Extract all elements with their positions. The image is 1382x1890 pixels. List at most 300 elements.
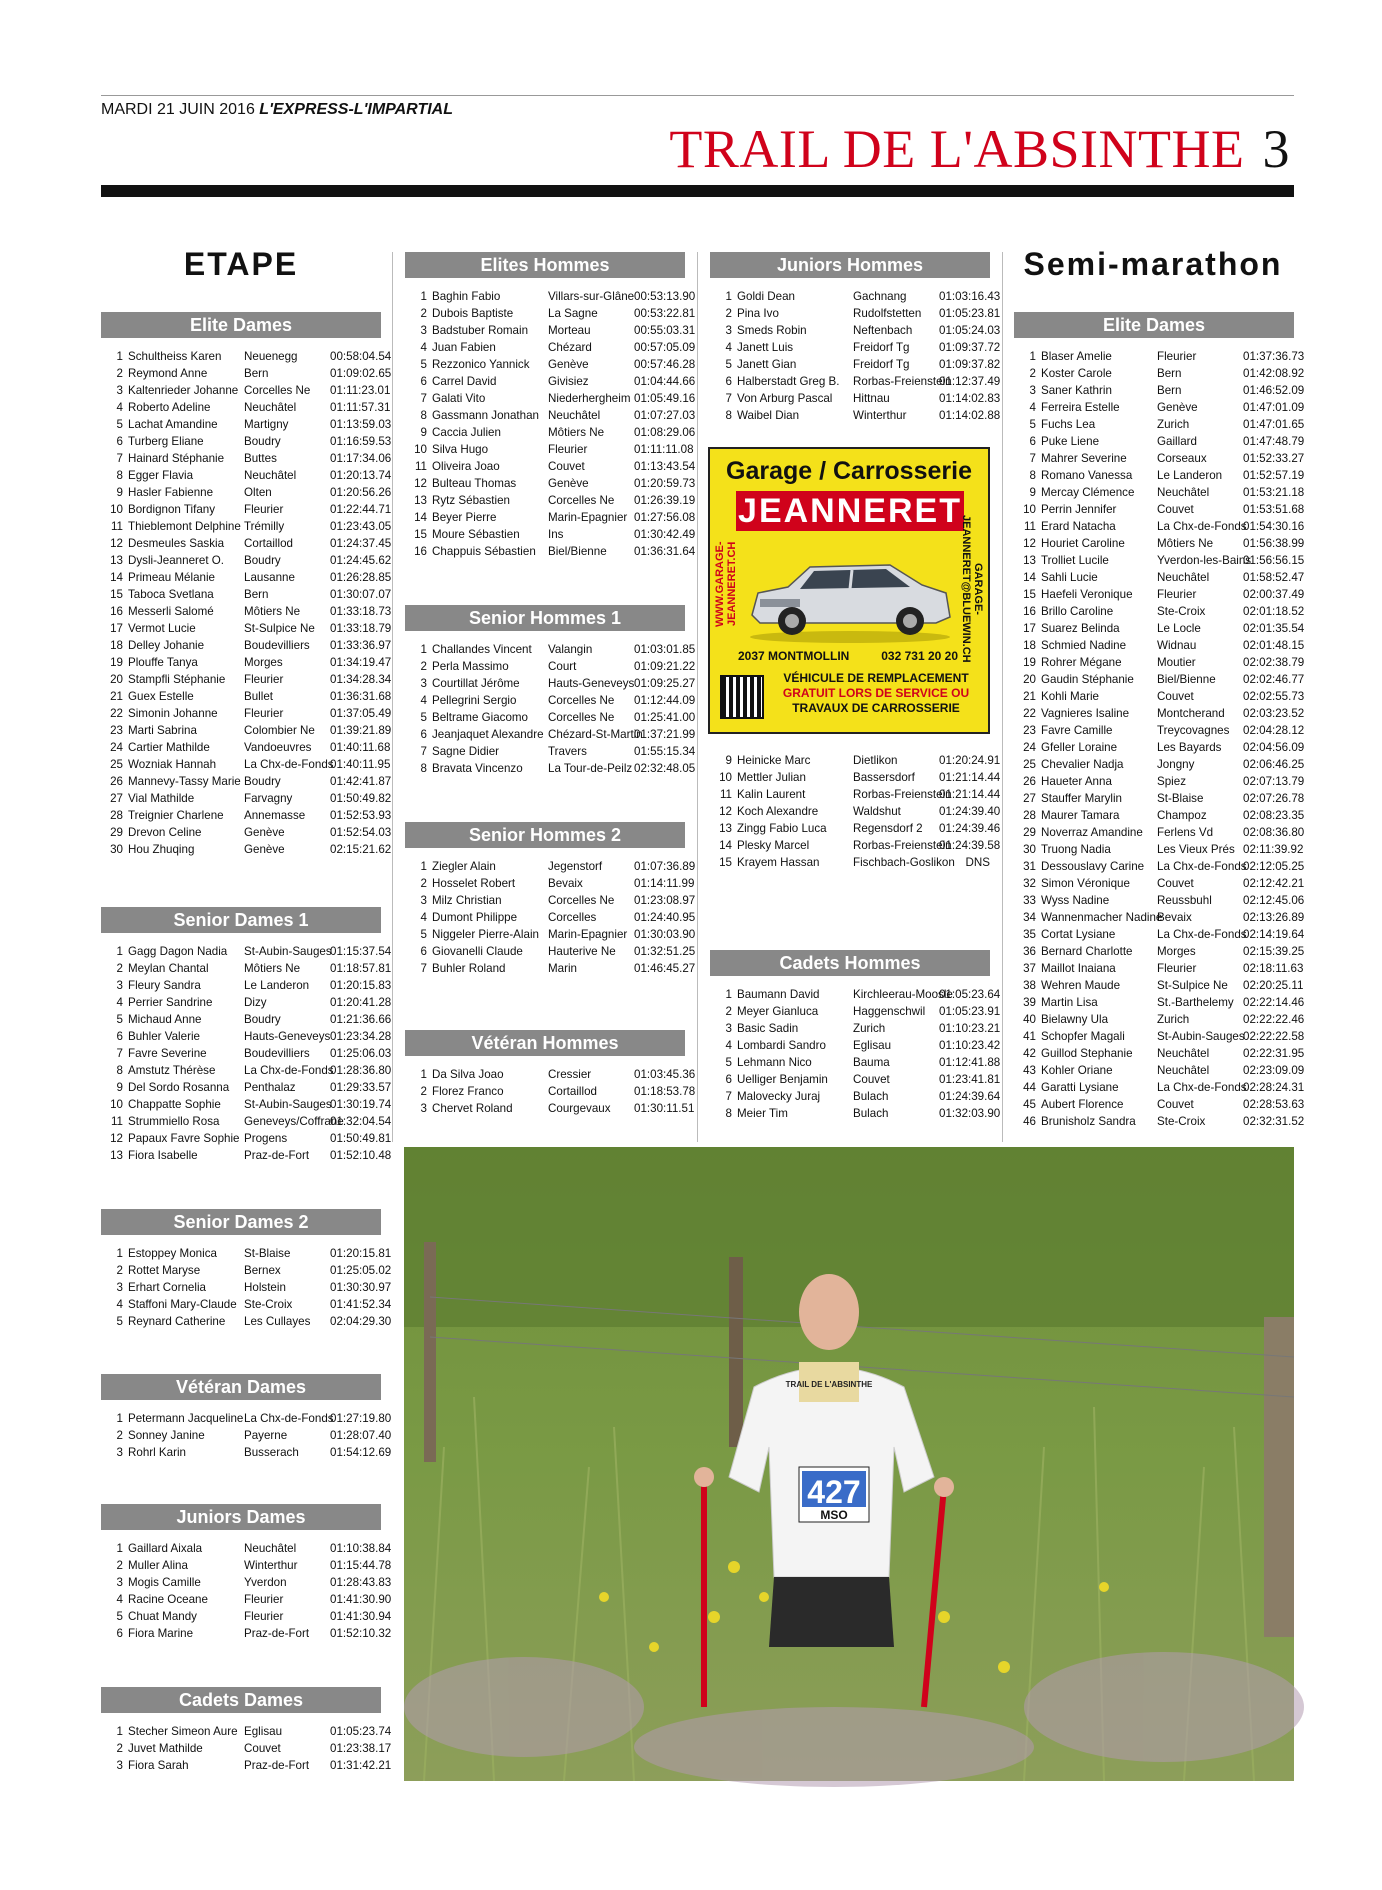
runner-name: Sonney Janine bbox=[128, 1429, 205, 1442]
runner-city: Môtiers Ne bbox=[548, 426, 605, 439]
runner-city: Trémilly bbox=[244, 520, 285, 533]
result-row bbox=[1014, 569, 1305, 586]
runner-city: Couvet bbox=[1157, 877, 1194, 890]
finish-time: 02:01:48.15 bbox=[1243, 639, 1305, 652]
runner-city: Winterthur bbox=[244, 1559, 298, 1572]
runner-name: Perla Massimo bbox=[432, 660, 509, 673]
runner-name: Aubert Florence bbox=[1041, 1098, 1124, 1111]
result-row bbox=[1014, 535, 1305, 552]
ad-address: 2037 MONTMOLLIN bbox=[738, 649, 850, 663]
rank: 14 bbox=[719, 839, 732, 852]
group-cadets-dames bbox=[101, 1687, 392, 1774]
runner-name: Papaux Favre Sophie bbox=[128, 1132, 240, 1145]
result-row bbox=[710, 305, 1001, 322]
finish-time: 01:28:07.40 bbox=[330, 1429, 392, 1442]
runner-city: Boudry bbox=[244, 554, 281, 567]
rank: 8 bbox=[420, 409, 427, 422]
rank: 8 bbox=[116, 1064, 123, 1077]
rank: 9 bbox=[725, 754, 732, 767]
finish-time: 01:10:23.21 bbox=[939, 1022, 1001, 1035]
runner-photo-illustration bbox=[404, 1147, 1294, 1781]
rank: 20 bbox=[110, 673, 123, 686]
group-veteran-hommes bbox=[405, 1030, 696, 1117]
finish-time: 01:53:21.18 bbox=[1243, 486, 1305, 499]
group-senior-hommes-1 bbox=[405, 605, 696, 777]
result-row bbox=[710, 373, 1001, 390]
runner-name: Ferreira Estelle bbox=[1041, 401, 1120, 414]
result-row bbox=[405, 356, 696, 373]
result-row bbox=[1014, 790, 1305, 807]
rank: 32 bbox=[1023, 877, 1036, 890]
result-row bbox=[101, 1608, 392, 1625]
finish-time: 00:57:05.09 bbox=[634, 341, 696, 354]
runner-name: Schopfer Magali bbox=[1041, 1030, 1125, 1043]
results-list bbox=[101, 1540, 392, 1642]
runner-city: Boudevilliers bbox=[244, 1047, 310, 1060]
runner-name: Moure Sébastien bbox=[432, 528, 520, 541]
runner-city: Fleurier bbox=[1157, 588, 1197, 601]
finish-time: 01:30:11.51 bbox=[634, 1102, 695, 1115]
runner-city: Couvet bbox=[244, 1742, 281, 1755]
result-row bbox=[101, 739, 391, 756]
rank: 7 bbox=[420, 962, 427, 975]
results-list bbox=[710, 986, 1001, 1122]
result-row bbox=[710, 986, 1001, 1003]
group-cadets-hommes bbox=[710, 950, 1001, 1122]
finish-time: 01:47:01.65 bbox=[1243, 418, 1305, 431]
rank: 13 bbox=[110, 554, 123, 567]
category-bar: Elites Hommes bbox=[405, 252, 685, 278]
finish-time: 02:03:23.52 bbox=[1243, 707, 1305, 720]
result-row bbox=[101, 1740, 392, 1757]
runner-city: Bulach bbox=[853, 1107, 889, 1120]
runner-name: Schmied Nadine bbox=[1041, 639, 1127, 652]
rank: 9 bbox=[116, 1081, 123, 1094]
finish-time: 01:10:23.42 bbox=[939, 1039, 1001, 1052]
runner-city: La Chx-de-Fonds bbox=[1157, 520, 1247, 533]
runner-city: Les Vieux Prés bbox=[1157, 843, 1235, 856]
runner-name: Kaltenrieder Johanne bbox=[128, 384, 239, 397]
group-juniors-dames bbox=[101, 1504, 392, 1642]
runner-city: Neuchâtel bbox=[244, 469, 297, 482]
result-row bbox=[101, 994, 392, 1011]
runner-name: Estoppey Monica bbox=[128, 1247, 217, 1260]
rank: 16 bbox=[110, 605, 123, 618]
runner-city: Dizy bbox=[244, 996, 267, 1009]
runner-city: Môtiers Ne bbox=[244, 962, 301, 975]
rank: 3 bbox=[725, 324, 732, 337]
runner-name: Hosselet Robert bbox=[432, 877, 516, 890]
runner-name: Primeau Mélanie bbox=[128, 571, 215, 584]
ad-offer-line2: GRATUIT LORS DE SERVICE OU bbox=[782, 686, 970, 700]
rank: 1 bbox=[116, 1725, 123, 1738]
page-title bbox=[669, 118, 1290, 180]
runner-city: Moutier bbox=[1157, 656, 1196, 669]
runner-name: Erhart Cornelia bbox=[128, 1281, 206, 1294]
finish-time: 00:55:03.31 bbox=[634, 324, 696, 337]
finish-time: 02:01:35.54 bbox=[1243, 622, 1305, 635]
runner-city: St-Blaise bbox=[244, 1247, 291, 1260]
finish-time: 01:08:29.06 bbox=[634, 426, 696, 439]
rank: 6 bbox=[116, 435, 123, 448]
runner-city: Holstein bbox=[244, 1281, 286, 1294]
runner-name: Mahrer Severine bbox=[1041, 452, 1127, 465]
runner-name: Janett Luis bbox=[737, 341, 794, 354]
result-row bbox=[101, 773, 392, 790]
result-row bbox=[405, 458, 696, 475]
finish-time: 01:41:30.90 bbox=[330, 1593, 392, 1606]
finish-time: 02:32:48.05 bbox=[634, 762, 696, 775]
finish-time: 02:28:24.31 bbox=[1243, 1081, 1305, 1094]
finish-time: 01:54:12.69 bbox=[330, 1446, 392, 1459]
finish-time: 01:03:16.43 bbox=[939, 290, 1001, 303]
runner-city: Winterthur bbox=[853, 409, 907, 422]
runner-name: Bravata Vincenzo bbox=[432, 762, 523, 775]
result-row bbox=[405, 760, 696, 777]
runner-city: La Chx-de-Fonds bbox=[1157, 860, 1247, 873]
runner-city: St-Blaise bbox=[1157, 792, 1204, 805]
runner-name: Favre Severine bbox=[128, 1047, 207, 1060]
rank: 18 bbox=[1023, 639, 1036, 652]
rank: 1 bbox=[420, 860, 427, 873]
runner-city: Couvet bbox=[1157, 690, 1194, 703]
rank: 5 bbox=[116, 1013, 123, 1026]
runner-city: Boudry bbox=[244, 435, 281, 448]
group-semi-elite-dames bbox=[1014, 312, 1305, 1130]
rank: 13 bbox=[110, 1149, 123, 1162]
runner-name: Favre Camille bbox=[1041, 724, 1113, 737]
result-row bbox=[710, 837, 1001, 854]
rank: 11 bbox=[719, 788, 732, 801]
finish-time: 01:07:27.03 bbox=[634, 409, 696, 422]
finish-time: 01:18:53.78 bbox=[634, 1085, 696, 1098]
finish-time: 01:03:45.36 bbox=[634, 1068, 696, 1081]
runner-city: Hauts-Geneveys bbox=[548, 677, 635, 690]
group-juniors-hommes bbox=[710, 252, 1001, 424]
result-row bbox=[1014, 739, 1305, 756]
runner-name: Vagnieres Isaline bbox=[1041, 707, 1130, 720]
rank: 9 bbox=[420, 426, 427, 439]
result-row bbox=[101, 1096, 392, 1113]
finish-time: 01:05:23.64 bbox=[939, 988, 1001, 1001]
runner-name: Thieblemont Delphine bbox=[128, 520, 241, 533]
runner-city: Ste-Croix bbox=[244, 1298, 293, 1311]
finish-time: 01:11:23.01 bbox=[330, 384, 391, 397]
rank: 5 bbox=[116, 1610, 123, 1623]
result-row bbox=[710, 854, 990, 871]
runner-city: Champoz bbox=[1157, 809, 1207, 822]
runner-name: Maillot Inaiana bbox=[1041, 962, 1116, 975]
finish-time: 01:52:54.03 bbox=[330, 826, 392, 839]
runner-name: Gfeller Loraine bbox=[1041, 741, 1118, 754]
runner-city: Progens bbox=[244, 1132, 288, 1145]
category-bar: Vétéran Dames bbox=[101, 1374, 381, 1400]
finish-time: 01:30:03.90 bbox=[634, 928, 696, 941]
runner-name: Chappuis Sébastien bbox=[432, 545, 536, 558]
runner-city: Jegenstorf bbox=[548, 860, 603, 873]
runner-name: Egger Flavia bbox=[128, 469, 194, 482]
result-row bbox=[1014, 603, 1305, 620]
result-row bbox=[101, 382, 391, 399]
finish-time: 01:32:51.25 bbox=[634, 945, 696, 958]
finish-time: 01:20:13.74 bbox=[330, 469, 392, 482]
finish-time: 01:55:15.34 bbox=[634, 745, 696, 758]
rank: 3 bbox=[116, 1759, 123, 1772]
ad-title: Garage / Carrosserie bbox=[726, 457, 972, 485]
runner-name: Halberstadt Greg B. bbox=[737, 375, 840, 388]
finish-time: 02:07:13.79 bbox=[1243, 775, 1305, 788]
runner-city: St-Aubin-Sauges bbox=[244, 945, 332, 958]
rank: 7 bbox=[116, 452, 123, 465]
result-row bbox=[405, 441, 694, 458]
finish-time: 01:12:37.49 bbox=[939, 375, 1001, 388]
finish-time: 01:24:39.64 bbox=[939, 1090, 1001, 1103]
finish-time: 01:25:05.02 bbox=[330, 1264, 392, 1277]
finish-time: 01:23:08.97 bbox=[634, 894, 696, 907]
finish-time: 01:27:19.80 bbox=[330, 1412, 392, 1425]
result-row bbox=[1014, 552, 1305, 569]
runner-city: Bevaix bbox=[548, 877, 583, 890]
finish-time: 01:52:33.27 bbox=[1243, 452, 1305, 465]
rank: 1 bbox=[420, 290, 427, 303]
runner-name: Stauffer Marylin bbox=[1041, 792, 1122, 805]
result-row bbox=[1014, 960, 1304, 977]
result-row bbox=[710, 1105, 1001, 1122]
runner-city: Neftenbach bbox=[853, 324, 913, 337]
rank: 6 bbox=[1029, 435, 1036, 448]
rank: 11 bbox=[1023, 520, 1036, 533]
finish-time: 01:20:15.83 bbox=[330, 979, 392, 992]
rank: 24 bbox=[110, 741, 123, 754]
rank: 2 bbox=[116, 367, 123, 380]
finish-time: 01:46:45.27 bbox=[634, 962, 696, 975]
result-row bbox=[710, 1003, 1001, 1020]
result-row bbox=[405, 743, 696, 760]
finish-time: 01:23:38.17 bbox=[330, 1742, 392, 1755]
result-row bbox=[101, 1296, 392, 1313]
runner-city: Couvet bbox=[548, 460, 585, 473]
runner-city: Bullet bbox=[244, 690, 274, 703]
result-row bbox=[1014, 1062, 1305, 1079]
runner-name: Koch Alexandre bbox=[737, 805, 819, 818]
finish-time: 01:14:02.88 bbox=[939, 409, 1001, 422]
rank: 3 bbox=[420, 1102, 427, 1115]
runner-city: Chézard-St-Martin bbox=[548, 728, 643, 741]
runner-name: Brillo Caroline bbox=[1041, 605, 1114, 618]
rank: 12 bbox=[719, 805, 732, 818]
runner-name: Plesky Marcel bbox=[737, 839, 810, 852]
rank: 5 bbox=[725, 1056, 732, 1069]
runner-city: Bulach bbox=[853, 1090, 889, 1103]
finish-time: 01:58:52.47 bbox=[1243, 571, 1305, 584]
rank: 1 bbox=[420, 643, 427, 656]
result-row bbox=[405, 709, 696, 726]
rank: 7 bbox=[420, 392, 427, 405]
runner-city: Colombier Ne bbox=[244, 724, 315, 737]
runner-city: Bassersdorf bbox=[853, 771, 915, 784]
results-list bbox=[710, 288, 1001, 424]
rank: 15 bbox=[414, 528, 427, 541]
rank: 3 bbox=[420, 677, 427, 690]
runner-city: Niederhergheim bbox=[548, 392, 631, 405]
rank: 13 bbox=[414, 494, 427, 507]
result-row bbox=[101, 1723, 392, 1740]
runner-city: Gaillard bbox=[1157, 435, 1197, 448]
runner-name: Reymond Anne bbox=[128, 367, 208, 380]
result-row bbox=[101, 620, 392, 637]
rank: 4 bbox=[116, 1593, 123, 1606]
group-elites-hommes bbox=[405, 252, 696, 560]
runner-name: Guex Estelle bbox=[128, 690, 194, 703]
runner-name: Dumont Philippe bbox=[432, 911, 518, 924]
finish-time: 01:42:08.92 bbox=[1243, 367, 1305, 380]
finish-time: 01:09:37.82 bbox=[939, 358, 1001, 371]
finish-time: 01:52:53.93 bbox=[330, 809, 392, 822]
result-row bbox=[405, 492, 696, 509]
result-row bbox=[1014, 1011, 1305, 1028]
runner-name: Hainard Stéphanie bbox=[128, 452, 225, 465]
rank: 6 bbox=[420, 728, 427, 741]
runner-name: Haefeli Veronique bbox=[1041, 588, 1133, 601]
finish-time: 01:17:34.06 bbox=[330, 452, 392, 465]
rank: 6 bbox=[725, 1073, 732, 1086]
result-row bbox=[101, 1028, 392, 1045]
rank: 37 bbox=[1023, 962, 1036, 975]
rank: 2 bbox=[420, 660, 427, 673]
result-row bbox=[405, 407, 696, 424]
runner-city: Travers bbox=[548, 745, 587, 758]
section-title: TRAIL DE L'ABSINTHE bbox=[669, 119, 1245, 179]
runner-name: Milz Christian bbox=[432, 894, 502, 907]
rank: 20 bbox=[1023, 673, 1036, 686]
runner-city: Neuchâtel bbox=[1157, 1064, 1210, 1077]
runner-name: Bulteau Thomas bbox=[432, 477, 517, 490]
ad-phone: 032 731 20 20 bbox=[881, 649, 958, 663]
finish-time: 02:02:38.79 bbox=[1243, 656, 1305, 669]
category-bar: Juniors Dames bbox=[101, 1504, 381, 1530]
result-row bbox=[101, 552, 392, 569]
ad-offer-line1: VÉHICULE DE REMPLACEMENT bbox=[783, 671, 969, 685]
result-row bbox=[1014, 977, 1304, 994]
result-row bbox=[101, 637, 392, 654]
finish-time: 02:11:39.92 bbox=[1243, 843, 1304, 856]
runner-name: Jeanjaquet Alexandre bbox=[432, 728, 544, 741]
finish-time: 01:39:21.89 bbox=[330, 724, 392, 737]
runner-name: Plouffe Tanya bbox=[128, 656, 198, 669]
rank: 34 bbox=[1023, 911, 1036, 924]
finish-time: 01:33:18.73 bbox=[330, 605, 392, 618]
runner-city: Haggenschwil bbox=[853, 1005, 926, 1018]
rank: 15 bbox=[719, 856, 732, 869]
result-row bbox=[405, 726, 696, 743]
finish-time: 02:02:55.73 bbox=[1243, 690, 1305, 703]
runner-name: Noverraz Amandine bbox=[1041, 826, 1143, 839]
runner-city: Spiez bbox=[1157, 775, 1187, 788]
runner-name: Garatti Lysiane bbox=[1041, 1081, 1119, 1094]
runner-name: Rottet Maryse bbox=[128, 1264, 201, 1277]
finish-time: 01:16:59.53 bbox=[330, 435, 392, 448]
issue-date: MARDI 21 JUIN 2016 bbox=[101, 101, 255, 118]
runner-name: Saner Kathrin bbox=[1041, 384, 1112, 397]
runner-name: Meier Tim bbox=[737, 1107, 788, 1120]
result-row bbox=[101, 722, 392, 739]
runner-city: Corcelles Ne bbox=[548, 711, 615, 724]
finish-time: 01:50:49.81 bbox=[330, 1132, 392, 1145]
rank: 7 bbox=[725, 392, 732, 405]
finish-time: 01:32:03.90 bbox=[939, 1107, 1001, 1120]
result-row bbox=[710, 752, 1001, 769]
runner-city: Fleurier bbox=[244, 1610, 284, 1623]
finish-time: 01:22:44.71 bbox=[330, 503, 392, 516]
runner-name: Florez Franco bbox=[432, 1085, 504, 1098]
finish-time: 01:04:44.66 bbox=[634, 375, 696, 388]
rank: 36 bbox=[1023, 945, 1036, 958]
group-senior-dames-1 bbox=[101, 907, 392, 1164]
runner-city: Cortaillod bbox=[548, 1085, 597, 1098]
result-row bbox=[101, 365, 392, 382]
rank: 14 bbox=[1023, 571, 1036, 584]
category-bar: Vétéran Hommes bbox=[405, 1030, 685, 1056]
runner-city: Valangin bbox=[548, 643, 593, 656]
runner-city: Penthalaz bbox=[244, 1081, 296, 1094]
rank: 3 bbox=[116, 1446, 123, 1459]
finish-time: 01:26:39.19 bbox=[634, 494, 696, 507]
runner-name: Baghin Fabio bbox=[432, 290, 501, 303]
category-bar: Elite Dames bbox=[1014, 312, 1294, 338]
rank: 4 bbox=[725, 341, 732, 354]
finish-time: 02:32:31.52 bbox=[1243, 1115, 1305, 1128]
runner-city: Neuchâtel bbox=[244, 401, 297, 414]
category-bar: Senior Hommes 2 bbox=[405, 822, 685, 848]
runner-name: Taboca Svetlana bbox=[128, 588, 214, 601]
rank: 27 bbox=[110, 792, 123, 805]
rank: 16 bbox=[414, 545, 427, 558]
finish-time: 01:18:57.81 bbox=[330, 962, 392, 975]
finish-time: 01:40:11.68 bbox=[330, 741, 391, 754]
rank: 2 bbox=[725, 1005, 732, 1018]
finish-time: 02:14:19.64 bbox=[1243, 928, 1305, 941]
finish-time: 02:12:45.06 bbox=[1243, 894, 1305, 907]
rank: 4 bbox=[1029, 401, 1036, 414]
top-rule bbox=[101, 95, 1294, 96]
runner-name: Rohrer Mégane bbox=[1041, 656, 1122, 669]
result-row bbox=[405, 909, 696, 926]
result-row bbox=[101, 467, 392, 484]
results-list bbox=[405, 288, 696, 560]
runner-city: Corcelles Ne bbox=[548, 894, 615, 907]
results-list bbox=[1014, 348, 1305, 1130]
runner-city: Boudry bbox=[244, 1013, 281, 1026]
result-row bbox=[101, 705, 392, 722]
finish-time: 01:53:51.68 bbox=[1243, 503, 1305, 516]
result-row bbox=[101, 688, 392, 705]
runner-name: Simonin Johanne bbox=[128, 707, 218, 720]
finish-time: 01:37:36.73 bbox=[1243, 350, 1305, 363]
runner-name: Sahli Lucie bbox=[1041, 571, 1098, 584]
result-row bbox=[101, 1079, 392, 1096]
result-row bbox=[710, 1071, 1001, 1088]
finish-time: 01:12:41.88 bbox=[939, 1056, 1001, 1069]
rank: 4 bbox=[420, 911, 427, 924]
finish-time: 01:12:44.09 bbox=[634, 694, 696, 707]
rank: 42 bbox=[1023, 1047, 1036, 1060]
runner-city: Neuchâtel bbox=[1157, 1047, 1210, 1060]
runner-name: Malovecky Juraj bbox=[737, 1090, 821, 1103]
runner-name: Del Sordo Rosanna bbox=[128, 1081, 230, 1094]
runner-city: Neuchâtel bbox=[1157, 486, 1210, 499]
rank: 35 bbox=[1023, 928, 1036, 941]
result-row bbox=[101, 416, 392, 433]
